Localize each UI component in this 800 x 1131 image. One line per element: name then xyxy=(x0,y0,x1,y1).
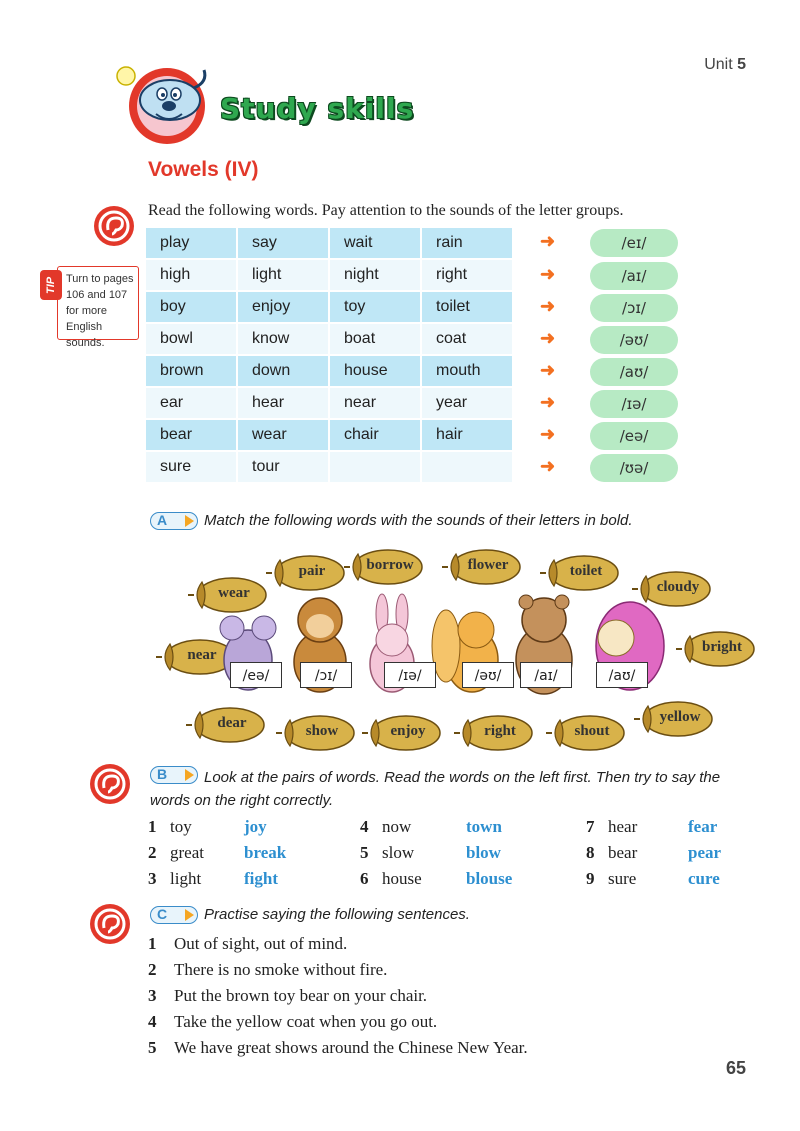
acorn-word xyxy=(634,698,714,738)
tip-line: English sounds. xyxy=(66,321,105,349)
sentence-row: 3 Put the brown toy bear on your chair. xyxy=(148,986,428,1005)
sound-card: /eə/ xyxy=(230,662,282,688)
section-b-badge: B xyxy=(150,766,198,784)
table-row xyxy=(146,388,516,418)
word-cell: boy xyxy=(146,292,236,322)
word-cell: toilet xyxy=(422,292,512,322)
arrow-right-icon: ➜ xyxy=(540,392,556,412)
listen-ear-icon xyxy=(92,204,136,248)
word-cell: year xyxy=(422,388,512,418)
pair-row: 8 bear pear xyxy=(586,843,722,862)
table-row xyxy=(146,356,516,386)
arrow-right-icon: ➜ xyxy=(540,360,556,380)
word-cell: know xyxy=(238,324,328,354)
listen-ear-icon xyxy=(88,762,132,806)
sentence-row: 5 We have great shows around the Chinese New Year. xyxy=(148,1038,528,1057)
word-cell: ear xyxy=(146,388,236,418)
pair-row: 4 now town xyxy=(360,817,502,836)
sound-card: /əʊ/ xyxy=(462,662,514,688)
sound-pill: /eɪ/ xyxy=(590,229,678,257)
section-c-instruction: Practise saying the following sentences. xyxy=(204,906,470,923)
acorn-word xyxy=(454,712,534,752)
sentence-row: 1 Out of sight, out of mind. xyxy=(148,934,348,953)
word-cell: near xyxy=(330,388,420,418)
sound-card: /aʊ/ xyxy=(596,662,648,688)
pair-row: 2 great break xyxy=(148,843,287,862)
word-cell: toy xyxy=(330,292,420,322)
acorn-word-label: borrow xyxy=(366,557,414,573)
word-cell: bear xyxy=(146,420,236,450)
word-cell: chair xyxy=(330,420,420,450)
acorn-word-label: right xyxy=(484,723,516,739)
section-a-badge: A xyxy=(150,512,198,530)
pair-column xyxy=(586,814,721,892)
arrow-right-icon: ➜ xyxy=(540,231,556,251)
word-cell: tour xyxy=(238,452,328,482)
pair-row: 1 toy joy xyxy=(148,817,267,836)
pair-column xyxy=(360,814,512,892)
sound-card: /ɪə/ xyxy=(384,662,436,688)
arrow-right-icon: ➜ xyxy=(540,456,556,476)
dog-mascot-logo xyxy=(112,58,222,148)
word-cell: right xyxy=(422,260,512,290)
word-cell: rain xyxy=(422,228,512,258)
word-cell: hear xyxy=(238,388,328,418)
sound-pill: /aɪ/ xyxy=(590,262,678,290)
arrow-right-icon: ➜ xyxy=(540,296,556,316)
acorn-word xyxy=(676,628,756,668)
acorn-word xyxy=(546,712,626,752)
word-cell: down xyxy=(238,356,328,386)
sound-card: /ɔɪ/ xyxy=(300,662,352,688)
acorn-word-label: show xyxy=(305,723,339,739)
word-cell: coat xyxy=(422,324,512,354)
sound-card: /aɪ/ xyxy=(520,662,572,688)
section-a-instruction: Match the following words with the sounds of their letters in bold. xyxy=(204,512,633,529)
word-cell: light xyxy=(238,260,328,290)
page-number: 65 xyxy=(725,1058,746,1078)
pair-row: 9 sure cure xyxy=(586,869,720,888)
acorn-word xyxy=(540,552,620,592)
tip-box xyxy=(57,266,139,349)
acorn-word-label: pair xyxy=(298,563,326,579)
word-cell: say xyxy=(238,228,328,258)
acorn-word-label: shout xyxy=(574,723,610,739)
table-row xyxy=(146,324,516,354)
arrow-right-icon: ➜ xyxy=(540,264,556,284)
word-cell: sure xyxy=(146,452,236,482)
section-b-instruction: Look at the pairs of words. Read the words on the left first. Then try to say the words on the right correctly. xyxy=(150,769,721,809)
acorn-word xyxy=(276,712,356,752)
page-title: Vowels (IV) xyxy=(148,158,259,181)
unit-label: Unit 5 xyxy=(704,56,746,73)
acorn-word-label: dear xyxy=(217,715,247,731)
acorn-word-label: enjoy xyxy=(390,723,426,739)
word-cell: night xyxy=(330,260,420,290)
sentence-row: 4 Take the yellow coat when you go out. xyxy=(148,1012,438,1031)
word-cell: mouth xyxy=(422,356,512,386)
acorn-word-label: wear xyxy=(218,585,250,601)
tip-line: Turn to pages xyxy=(66,273,134,285)
section-c-badge: C xyxy=(150,906,198,924)
acorn-word-label: flower xyxy=(467,557,509,573)
word-cell: bowl xyxy=(146,324,236,354)
tip-line: for more xyxy=(66,305,107,317)
pair-row: 5 slow blow xyxy=(360,843,501,862)
listen-ear-icon xyxy=(88,902,132,946)
acorn-word xyxy=(442,546,522,586)
word-cell: house xyxy=(330,356,420,386)
word-cell: high xyxy=(146,260,236,290)
table-row xyxy=(146,260,516,290)
word-cell: boat xyxy=(330,324,420,354)
pair-row: 3 light fight xyxy=(148,869,278,888)
word-cell xyxy=(422,452,512,482)
acorn-word xyxy=(362,712,442,752)
intro-instruction: Read the following words. Pay attention to the sounds of the letter groups. xyxy=(148,202,624,219)
section-title: Study skills xyxy=(220,92,415,125)
word-cell: hair xyxy=(422,420,512,450)
table-row xyxy=(146,452,516,482)
acorn-word xyxy=(344,546,424,586)
sound-pill: /eə/ xyxy=(590,422,678,450)
table-row xyxy=(146,228,516,258)
pair-column xyxy=(148,814,286,892)
pair-row: 6 house blouse xyxy=(360,869,513,888)
sentence-row: 2 There is no smoke without fire. xyxy=(148,960,388,979)
table-row xyxy=(146,420,516,450)
acorn-word-label: yellow xyxy=(659,709,701,725)
arrow-right-icon: ➜ xyxy=(540,424,556,444)
pair-row: 7 hear fear xyxy=(586,817,718,836)
word-cell: wear xyxy=(238,420,328,450)
sound-pill: /aʊ/ xyxy=(590,358,678,386)
arrow-right-icon: ➜ xyxy=(540,328,556,348)
tip-label: TIP xyxy=(40,270,62,300)
acorn-word-label: cloudy xyxy=(656,579,700,595)
word-cell: wait xyxy=(330,228,420,258)
acorn-word-label: toilet xyxy=(569,563,603,579)
word-cell: enjoy xyxy=(238,292,328,322)
acorn-word-label: near xyxy=(187,647,217,663)
sound-pill: /ɔɪ/ xyxy=(590,294,678,322)
word-cell: play xyxy=(146,228,236,258)
sound-pill: /ʊə/ xyxy=(590,454,678,482)
table-row xyxy=(146,292,516,322)
sound-pill: /ɪə/ xyxy=(590,390,678,418)
word-table xyxy=(146,228,516,484)
acorn-word xyxy=(266,552,346,592)
acorn-word xyxy=(186,704,266,744)
acorn-word-label: bright xyxy=(701,639,742,655)
tip-line: 106 and 107 xyxy=(66,289,128,301)
sound-pill: /əʊ/ xyxy=(590,326,678,354)
word-cell xyxy=(330,452,420,482)
word-cell: brown xyxy=(146,356,236,386)
